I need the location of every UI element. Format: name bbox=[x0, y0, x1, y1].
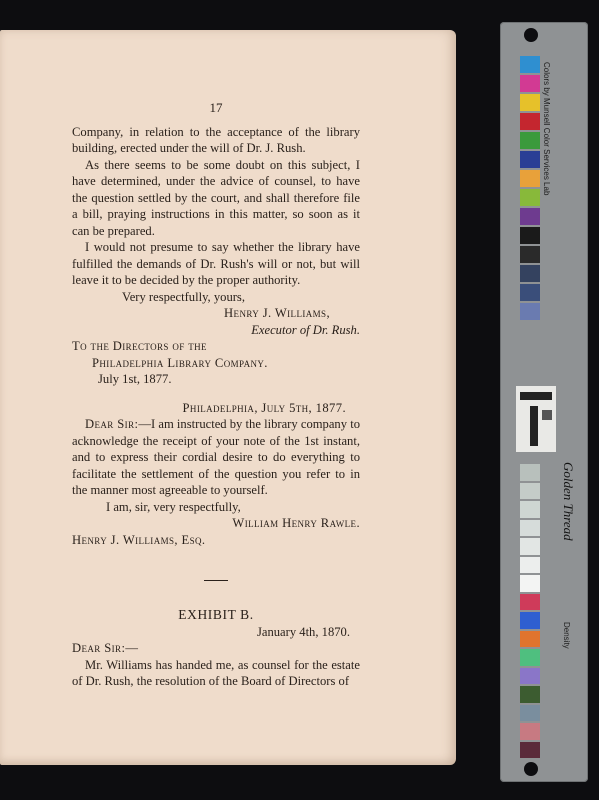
strip-hole-top bbox=[524, 28, 538, 42]
paragraph-2: As there seems to be some doubt on this subject, I have determined, under the advice of counsel, to have the question settled by the court, and shall therefore file a bill, praying instructions in this matter, so soon as it can be prepared. bbox=[72, 157, 360, 238]
addressee-2: Henry J. Williams, Esq. bbox=[72, 532, 206, 547]
color-swatch bbox=[520, 227, 540, 244]
gray-swatch bbox=[520, 668, 540, 685]
color-swatch bbox=[520, 151, 540, 168]
gray-swatch bbox=[520, 631, 540, 648]
color-swatch bbox=[520, 303, 540, 320]
gray-swatch bbox=[520, 686, 540, 703]
color-swatch bbox=[520, 94, 540, 111]
gray-swatch bbox=[520, 538, 540, 555]
color-swatch bbox=[520, 132, 540, 149]
signer-1-title: Executor of Dr. Rush. bbox=[251, 322, 360, 337]
density-label: Density bbox=[562, 622, 571, 649]
gray-swatch bbox=[520, 464, 540, 481]
color-swatch bbox=[520, 208, 540, 225]
gray-swatch bbox=[520, 594, 540, 611]
gray-swatch bbox=[520, 742, 540, 759]
date-3: January 4th, 1870. bbox=[256, 624, 350, 639]
salutation-3: Dear Sir:— bbox=[72, 641, 139, 655]
gray-swatch bbox=[520, 649, 540, 666]
to-line-2: Philadelphia Library Company. bbox=[92, 355, 268, 370]
gray-swatch bbox=[520, 501, 540, 518]
gray-swatch bbox=[520, 483, 540, 500]
salutation-2: Dear Sir: bbox=[85, 417, 139, 431]
closing-1: Very respectfully, yours, bbox=[122, 289, 245, 304]
color-swatches bbox=[520, 56, 540, 322]
paragraph-3: I would not presume to say whether the library have fulfilled the demands of Dr. Rush's will or not, but will leave it to be decided by the proper authority. bbox=[72, 240, 360, 287]
page-text bbox=[72, 100, 360, 690]
gray-swatches bbox=[520, 464, 540, 760]
exhibit-title: EXHIBIT B. bbox=[178, 607, 254, 622]
color-swatch bbox=[520, 189, 540, 206]
gray-swatch bbox=[520, 575, 540, 592]
color-swatch bbox=[520, 265, 540, 282]
letter-3-body: Mr. Williams has handed me, as counsel for the estate of Dr. Rush, the resolution of the Board of Directors of bbox=[72, 657, 360, 688]
color-swatch bbox=[520, 170, 540, 187]
letter-2-body bbox=[72, 416, 360, 499]
book-page bbox=[0, 30, 456, 765]
color-swatch bbox=[520, 113, 540, 130]
place-date-2: Philadelphia, July 5th, 1877. bbox=[182, 400, 346, 415]
strip-labels bbox=[542, 62, 586, 762]
gray-swatch bbox=[520, 612, 540, 629]
gray-swatch bbox=[520, 705, 540, 722]
signer-1: Henry J. Williams, bbox=[224, 306, 330, 320]
color-swatch bbox=[520, 75, 540, 92]
strip-brand: Colors by Munsell Color Services Lab bbox=[542, 62, 551, 196]
date-1: July 1st, 1877. bbox=[98, 372, 172, 386]
signer-2: William Henry Rawle. bbox=[232, 516, 360, 530]
gray-swatch bbox=[520, 520, 540, 537]
gray-swatch bbox=[520, 557, 540, 574]
target-label: Golden Thread bbox=[561, 462, 576, 541]
closing-2: I am, sir, very respectfully, bbox=[106, 499, 241, 514]
section-divider bbox=[204, 580, 228, 581]
color-swatch bbox=[520, 56, 540, 73]
color-calibration-strip bbox=[500, 22, 588, 782]
letter-2-text: —I am instructed by the library company to acknowledge the receipt of your note of the 1st instant, and to express their cordial desire to do everything to facilitate the settlement of the question you refer to in the manner most agreeable to yourself. bbox=[72, 417, 360, 497]
color-swatch bbox=[520, 284, 540, 301]
gray-swatch bbox=[520, 723, 540, 740]
strip-hole-bottom bbox=[524, 762, 538, 776]
page-number: 17 bbox=[209, 100, 223, 115]
color-swatch bbox=[520, 246, 540, 263]
to-line-1: To the Directors of the bbox=[72, 339, 207, 353]
paragraph-1: Company, in relation to the acceptance of the library building, erected under the will of Dr. J. Rush. bbox=[72, 124, 360, 155]
